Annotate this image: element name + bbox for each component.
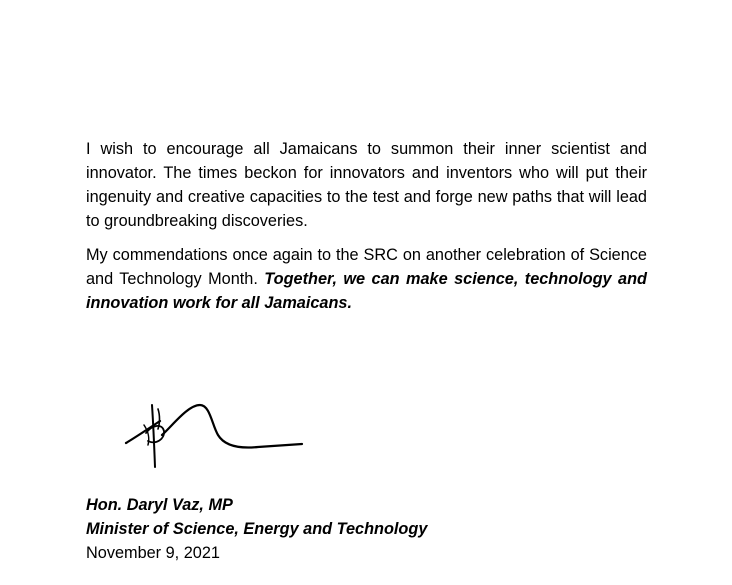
signature-block bbox=[86, 493, 427, 565]
closing-emphasis: Together, we can make science, technology and innovation work for all Jamaicans. bbox=[86, 270, 647, 312]
paragraph-encouragement: I wish to encourage all Jamaicans to summon their inner scientist and innovator. The times beckon for innovators and inventors who will put their ingenuity and creative capacities to the test and forge new paths that will lead to groundbreaking discoveries. bbox=[86, 140, 647, 230]
signatory-name: Hon. Daryl Vaz, MP bbox=[86, 496, 233, 514]
handwritten-signature bbox=[118, 395, 308, 475]
paragraph-commendations bbox=[86, 243, 647, 315]
commendations-text: My commendations once again to the SRC on another celebration of Science and Technology Month. bbox=[86, 246, 647, 288]
letter-date: November 9, 2021 bbox=[86, 544, 220, 562]
signatory-title: Minister of Science, Energy and Technology bbox=[86, 520, 428, 538]
